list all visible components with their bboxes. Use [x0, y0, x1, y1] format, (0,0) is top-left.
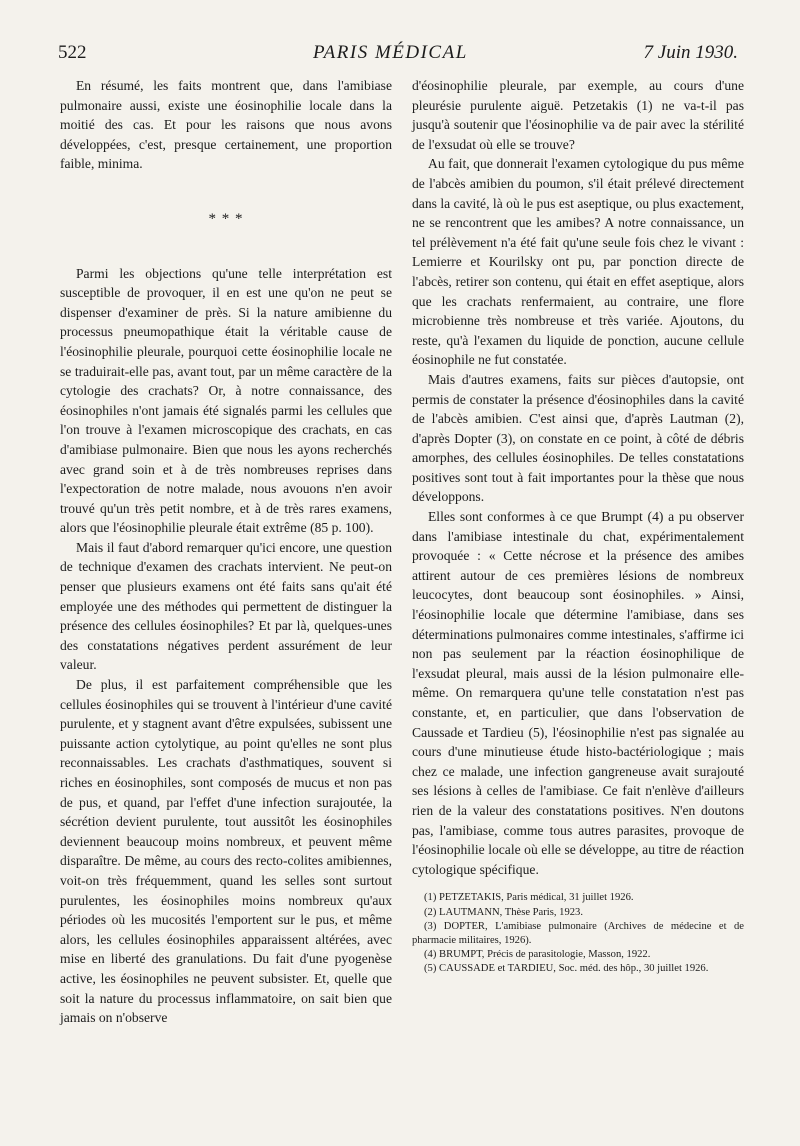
paragraph: Mais il faut d'abord remarquer qu'ici encore, une question de technique d'examen des crachats intervient. Ne peut-on penser que plusieurs examens ont été faits sans qu'ait été employée une des méthodes qui permettent de distinguer la présence des cellules éosinophiles? Et par là, quelques-unes des constatations négatives perdent assurément de leur valeur. — [60, 539, 392, 673]
footnotes — [412, 891, 744, 976]
paragraph: d'éosinophilie pleurale, par exemple, au cours d'une pleurésie purulente aiguë. Petzetakis (1) ne va-t-il pas jusqu'à soutenir que l'éosinophilie va de pair avec la stérilité de l'exsudat où elle se trouve? — [412, 78, 744, 152]
running-title: PARIS MÉDICAL — [313, 42, 468, 63]
paragraph: En résumé, les faits montrent que, dans l'amibiase pulmonaire aussi, existe une éosinophilie locale dans la moitié des cas. Et pour les raisons que nous avons développées, c'est, presque certainement, une proportion faible, minima. — [60, 78, 392, 172]
paragraph: De plus, il est parfaitement compréhensible que les cellules éosinophiles qui se trouvent à l'intérieur d'une cavité purulente, et y stagnent avant d'être expulsées, subissent une puissante action cytolytique, au point qu'elles ne sont plus reconnaissables. Les crachats d'asthmatiques, souvent si riches en éosinophiles, sont composés de mucus et non pas de pus, et quand, par l'effet d'une infection surajoutée, la sécrétion devient purulente, tout aussitôt les éosinophiles deviennent beaucoup moins nombreux, et peuvent même disparaître. De même, au cours des recto-colites amibiennes, voit-on très fréquemment, quand les selles sont surtout purulentes, les éosinophiles moins nombreux qu'aux périodes où les mucosités l'emportent sur le pus, et même alors, les cellules éosinophiles apparaissent altérées, avec mise en liberté des granulations. Du fait d'une pyogenèse active, les éosinophiles ne peuvent subsister. Et, quelle que soit la nature du processus inflammatoire, on sait bien que jamais on n'observe — [60, 677, 392, 1026]
paragraph: Parmi les objections qu'une telle interprétation est susceptible de provoquer, il en est une qu'on ne peut se dispenser d'examiner de près. Si la nature amibienne du processus pneumopathique était la véritable cause de l'éosinophilie pleurale, pourquoi cette éosinophilie locale ne se traduirait-elle pas, avant tout, par un même caractère de la cytologie des crachats? Or, à notre connaissance, des éosinophiles n'ont jamais été signalés parmi les cellules que l'on trouve à l'examen microscopique des crachats, en cas d'amibiase pulmonaire. Bien que nous les ayons recherchés avec grand soin et à de très nombreuses reprises dans l'expectoration de notre malade, nous avouons n'en avoir trouvé qu'un très petit nombre, et à de très rares examens, alors que l'éosinophilie pleurale était extrême (85 p. 100). — [60, 265, 392, 536]
page-header — [58, 42, 738, 72]
footnote: (4) BRUMPT, Précis de parasitologie, Masson, 1922. — [424, 949, 651, 961]
footnote: (5) CAUSSADE et TARDIEU, Soc. méd. des hôp., 30 juillet 1926. — [424, 963, 709, 975]
right-column — [412, 76, 744, 977]
section-separator: * * * — [208, 210, 244, 227]
paragraph: Elles sont conformes à ce que Brumpt (4) a pu observer dans l'amibiase intestinale du chat, expérimentalement provoquée : « Cette nécrose et la présence des amibes attirent autour de ces premières lésions de nombreux leucocytes, dont beaucoup sont éosinophiles. » Ainsi, l'éosinophilie locale que détermine l'amibiase, dans ses déterminations pulmonaires comme intestinales, s'affirme ici non pas seulement par la réaction éosinophilique de l'exsudat pleural, mais aussi de la lésion pulmonaire elle-même. On remarquera qu'une telle constatation n'est pas constante, et, en particulier, que dans l'observation de Caussade et Tardieu (5), l'éosinophilie n'est pas signalée au cours d'une minutieuse étude histo-bactériologique ; mais chez ce malade, une infection gangreneuse avait surajouté ses lésions à celles de l'amibiase. Ce fait n'enlève d'ailleurs rien de la valeur des constatations positives. N'en doutons pas, l'amibiase, comme tous autres parasites, provoque de l'éosinophilie locale où elle se développe, au titre de réaction cytologique spécifique. — [412, 509, 744, 877]
left-column — [60, 76, 392, 1028]
footnote: (2) LAUTMANN, Thèse Paris, 1923. — [424, 906, 583, 918]
footnote: (1) PETZETAKIS, Paris médical, 31 juillet 1926. — [424, 892, 634, 904]
issue-date: 7 Juin 1930. — [643, 42, 738, 63]
paragraph: Au fait, que donnerait l'examen cytologique du pus même de l'abcès amibien du poumon, s'il était prélevé directement dans la cavité, là où le pus est aseptique, ou plus exactement, ne se rencontrent que les amibes? A notre connaissance, un tel prélèvement n'a été fait qu'une seule fois chez le vivant : Lemierre et Kourilsky ont pu, par ponction directe de l'abcès, retirer son contenu, qui était en effet aseptique, alors que les crachats renfermaient, au contraire, une flore microbienne très nombreuse et très variée. Ajoutons, du reste, qu'à l'examen du liquide de ponction, aucune cellule éosinophile ne fut constatée. — [412, 156, 744, 368]
footnote: (3) DOPTER, L'amibiase pulmonaire (Archives de médecine et de pharmacie militaires, 1926). — [412, 920, 744, 946]
page-number: 522 — [58, 42, 87, 63]
paragraph: Mais d'autres examens, faits sur pièces d'autopsie, ont permis de constater la présence d'éosinophiles dans la cavité de l'abcès amibien. C'est ainsi que, d'après Lautman (2), d'après Dopter (3), on constate en ce point, à côté de débris amorphes, des cellules éosinophiles. De telles constatations positives sont tout à fait importantes pour la thèse que nous développons. — [412, 371, 744, 505]
